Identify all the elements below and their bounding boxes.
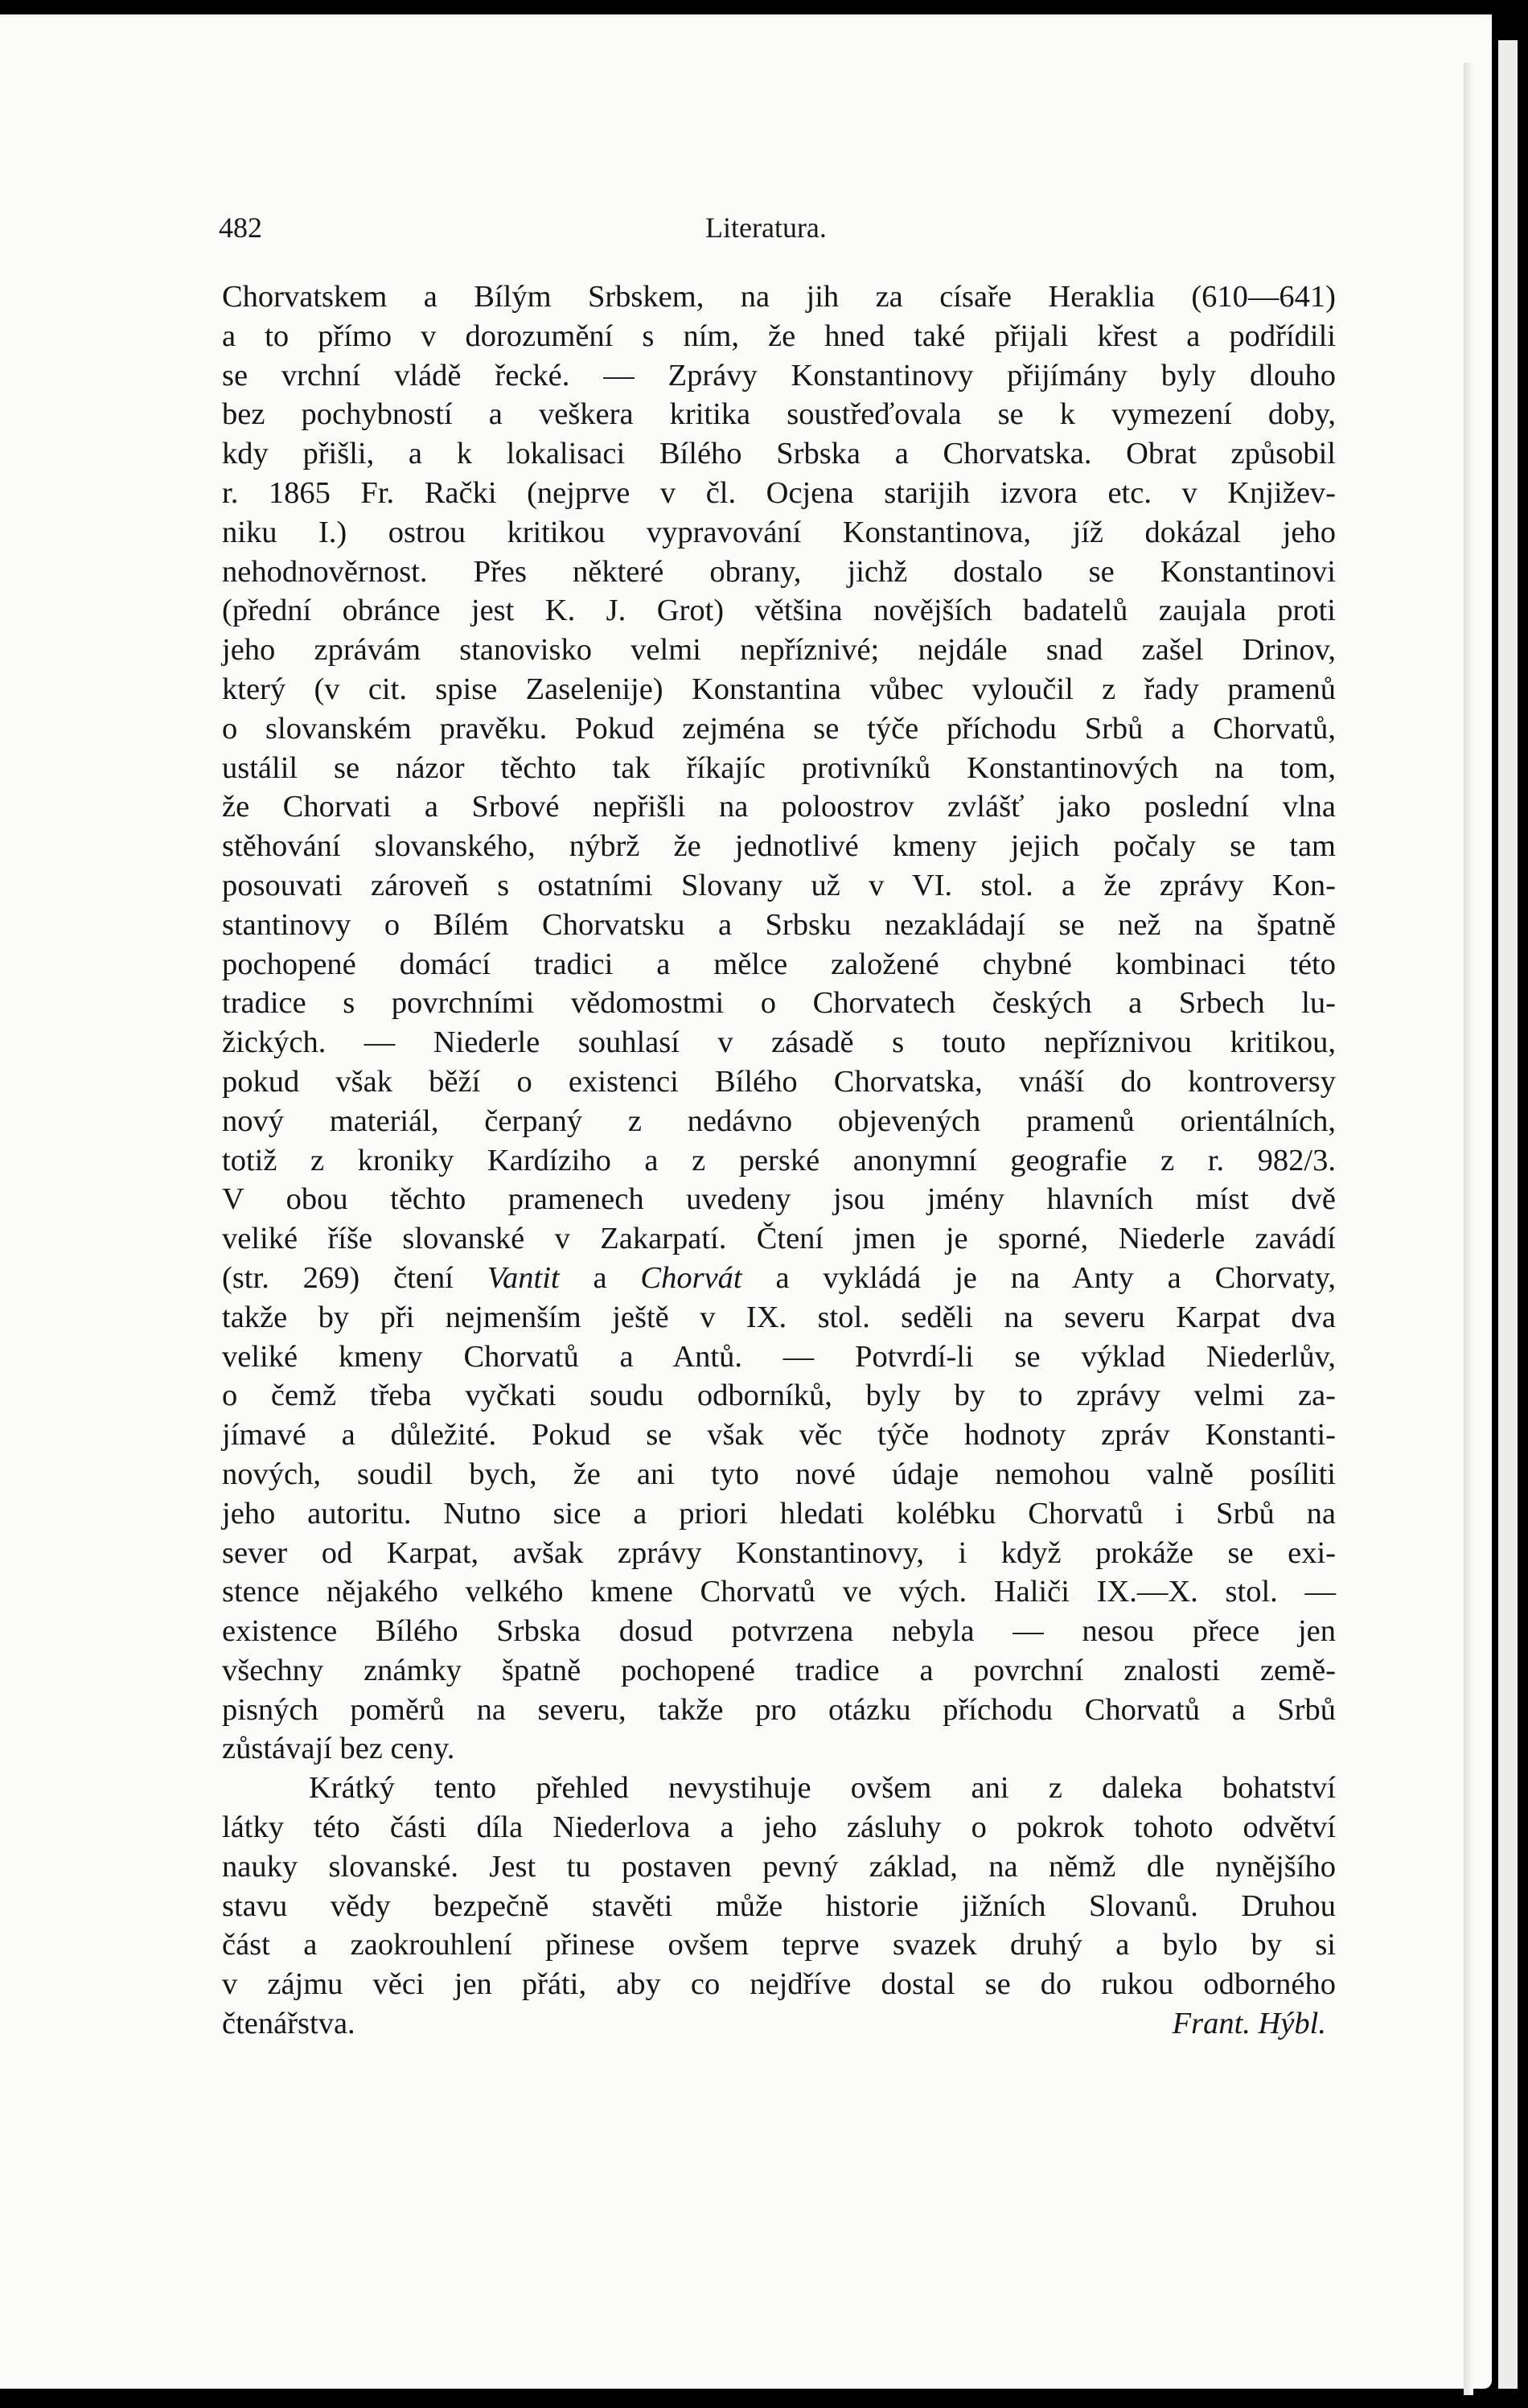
text-line: pochopené domácí tradici a mělce založené chybné kombinaci této: [222, 947, 1336, 981]
text-run: (str. 269) čtení: [222, 1260, 487, 1295]
text-line: V obou těchto pramenech uvedeny jsou jmény hlavních míst dvě: [222, 1182, 1336, 1217]
text-line: všechny známky špatně pochopené tradice a povrchní znalosti země-: [222, 1653, 1336, 1687]
text-line: jímavé a důležité. Pokud se však věc týče hodnoty zpráv Konstanti-: [222, 1418, 1336, 1453]
text-line: nauky slovanské. Jest tu postaven pevný základ, na němž dle nynějšího: [222, 1849, 1336, 1884]
italic-term-vantit: Vantit: [487, 1260, 560, 1295]
text-line: jeho autoritu. Nutno sice a priori hledati kolébku Chorvatů i Srbů na: [222, 1496, 1336, 1531]
text-line: (přední obránce jest K. J. Grot) většina novějších badatelů zaujala proti: [222, 594, 1336, 628]
text-line: ustálil se názor těchto tak říkajíc protivníků Konstantinových na tom,: [222, 750, 1336, 785]
text-line: se vrchní vládě řecké. — Zprávy Konstantinovy přijímány byly dlouho: [222, 358, 1336, 392]
text-line: Krátký tento přehled nevystihuje ovšem ani z daleka bohatství: [309, 1771, 1336, 1806]
text-line: bez pochybností a veškera kritika soustřeďovala se k vymezení doby,: [222, 397, 1336, 432]
text-line: a to přímo v dorozumění s ním, že hned také přijali křest a podřídili: [222, 318, 1336, 353]
adjacent-page-edge: [1498, 40, 1518, 2389]
text-line: o čemž třeba vyčkati soudu odborníků, byly by to zprávy velmi za-: [222, 1379, 1336, 1413]
text-line: niku I.) ostrou kritikou vypravování Konstantinova, jíž dokázal jeho: [222, 515, 1336, 549]
text-line: o slovanském pravěku. Pokud zejména se týče příchodu Srbů a Chorvatů,: [222, 711, 1336, 746]
text-line: tradice s povrchními vědomostmi o Chorvatech českých a Srbech lu-: [222, 986, 1336, 1021]
text-line-with-italics: [222, 1259, 1336, 1298]
page-shadow: [1464, 63, 1473, 2395]
text-line: takže by při nejmenším ještě v IX. stol. seděli na severu Karpat dva: [222, 1300, 1336, 1334]
author-signature: Frant. Hýbl.: [1172, 2007, 1326, 2041]
text-line: zůstávají bez ceny.: [222, 1732, 455, 1766]
text-line: nehodnověrnost. Přes některé obrany, jichž dostalo se Konstantinovi: [222, 554, 1336, 589]
body-text: [222, 277, 1336, 2044]
text-line: kdy přišli, a k lokalisaci Bílého Srbska a Chorvatska. Obrat způsobil: [222, 437, 1336, 471]
text-line: stěhování slovanského, nýbrž že jednotlivé kmeny jejich počaly se tam: [222, 829, 1336, 864]
text-line: stavu vědy bezpečně stavěti může historie jižních Slovanů. Druhou: [222, 1888, 1336, 1923]
text-line: žických. — Niederle souhlasí v zásadě s touto nepříznivou kritikou,: [222, 1025, 1336, 1060]
text-line: látky této části díla Niederlova a jeho zásluhy o pokrok tohoto odvětví: [222, 1810, 1336, 1845]
italic-term-chorvat: Chorvát: [640, 1260, 742, 1295]
text-line: část a zaokrouhlení přinese ovšem teprve svazek druhý a bylo by si: [222, 1928, 1336, 1962]
text-line: stantinovy o Bílém Chorvatsku a Srbsku nezakládají se než na špatně: [222, 907, 1336, 942]
running-title: Literatura.: [705, 212, 827, 244]
page-number: 482: [219, 212, 262, 244]
text-line: totiž z kroniky Kardíziho a z perské anonymní geografie z r. 982/3.: [222, 1143, 1336, 1177]
text-line: r. 1865 Fr. Rački (nejprve v čl. Ocjena starijih izvora etc. v Književ-: [222, 475, 1336, 510]
text-line: pokud však běží o existenci Bílého Chorvatska, vnáší do kontroversy: [222, 1064, 1336, 1099]
text-line: existence Bílého Srbska dosud potvrzena nebyla — nesou přece jen: [222, 1614, 1336, 1649]
text-line: v zájmu věci jen přáti, aby co nejdříve dostal se do rukou odborného: [222, 1967, 1336, 2002]
text-line: stence nějakého velkého kmene Chorvatů ve vých. Haliči IX.—X. stol. —: [222, 1575, 1336, 1609]
paragraph-2: [222, 1769, 1336, 2044]
text-line: pisných poměrů na severu, takže pro otázku příchodu Chorvatů a Srbů: [222, 1692, 1336, 1727]
text-line: veliké říše slovanské v Zakarpatí. Čtení jmen je sporné, Niederle zavádí: [222, 1222, 1336, 1256]
scan-edge: [1492, 0, 1528, 2408]
text-line: sever od Karpat, avšak zprávy Konstantinovy, i když prokáže se exi-: [222, 1535, 1336, 1570]
paragraph-1: [222, 277, 1336, 1769]
text-line: nových, soudil bych, že ani tyto nové údaje nemohou valně posíliti: [222, 1457, 1336, 1491]
text-run: a: [559, 1260, 641, 1295]
text-run: a vykládá je na Anty a Chorvaty,: [741, 1260, 1336, 1295]
text-line: nový materiál, čerpaný z nedávno objevených pramenů orientálních,: [222, 1103, 1336, 1138]
closing-line: [222, 2004, 1336, 2044]
page-header: [219, 211, 1337, 251]
text-line: který (v cit. spise Zaselenije) Konstantina vůbec vyloučil z řady pramenů: [222, 672, 1336, 706]
text-line: veliké kmeny Chorvatů a Antů. — Potvrdí-li se výklad Niederlův,: [222, 1339, 1336, 1374]
text-line: čtenářstva.: [222, 2007, 355, 2041]
text-line: Chorvatskem a Bílým Srbskem, na jih za císaře Heraklia (610—641): [222, 280, 1336, 314]
text-line: posouvati zároveň s ostatními Slovany už v VI. stol. a že zprávy Kon-: [222, 868, 1336, 902]
text-line: jeho zprávám stanovisko velmi nepříznivé; nejdále snad zašel Drinov,: [222, 633, 1336, 668]
text-line: že Chorvati a Srbové nepřišli na poloostrov zvlášť jako poslední vlna: [222, 790, 1336, 824]
